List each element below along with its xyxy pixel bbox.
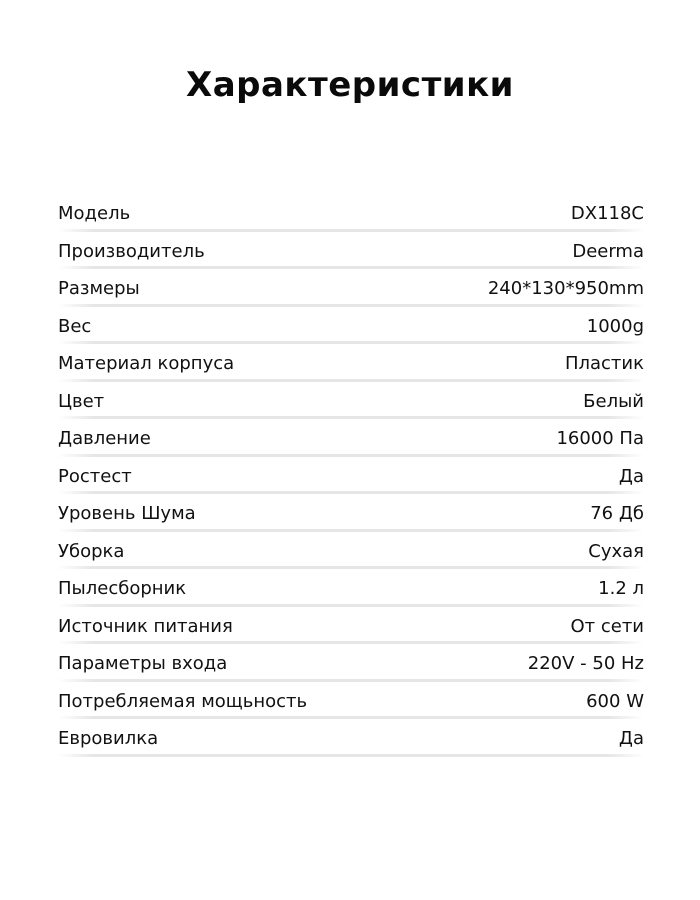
spec-label: Материал корпуса — [58, 353, 235, 375]
spec-value: Сухая — [588, 540, 644, 562]
spec-row-model — [58, 194, 644, 232]
spec-row-input-parameters — [58, 644, 644, 682]
spec-label: Производитель — [58, 240, 205, 262]
spec-row-power-source — [58, 607, 644, 645]
spec-row-body-material — [58, 344, 644, 382]
spec-value: Да — [618, 728, 644, 750]
spec-row-pressure — [58, 419, 644, 457]
spec-row-weight — [58, 307, 644, 345]
spec-row-dust-container — [58, 569, 644, 607]
page-title: Характеристики — [185, 64, 515, 105]
spec-label: Размеры — [58, 278, 140, 300]
spec-row-manufacturer — [58, 232, 644, 270]
spec-value: 600 W — [586, 690, 644, 712]
spec-value: Белый — [583, 390, 644, 412]
spec-row-color — [58, 382, 644, 420]
spec-label: Потребляемая мощьность — [58, 690, 308, 712]
spec-value: 240*130*950mm — [487, 278, 644, 300]
spec-row-dimensions — [58, 269, 644, 307]
spec-value: Пластик — [564, 353, 644, 375]
spec-value: 16000 Па — [556, 428, 644, 450]
spec-label: Пылесборник — [58, 578, 187, 600]
spec-row-euro-plug — [58, 719, 644, 757]
spec-row-noise-level — [58, 494, 644, 532]
spec-label: Уборка — [58, 540, 125, 562]
spec-label: Модель — [58, 203, 131, 225]
spec-label: Уровень Шума — [58, 503, 196, 525]
spec-value: От сети — [570, 615, 644, 637]
spec-label: Цвет — [58, 390, 105, 412]
spec-value: Deerma — [572, 240, 644, 262]
spec-label: Ростест — [58, 465, 132, 487]
spec-value: 220V - 50 Hz — [527, 653, 644, 675]
spec-row-power-consumption — [58, 682, 644, 720]
specs-table — [58, 194, 644, 757]
spec-label: Давление — [58, 428, 151, 450]
spec-label: Вес — [58, 315, 92, 337]
spec-value: 76 Дб — [590, 503, 644, 525]
spec-value: Да — [618, 465, 644, 487]
spec-label: Источник питания — [58, 615, 233, 637]
spec-label: Параметры входа — [58, 653, 228, 675]
spec-value: DX118C — [570, 203, 644, 225]
spec-value: 1.2 л — [598, 578, 644, 600]
spec-label: Евровилка — [58, 728, 159, 750]
spec-row-rostest — [58, 457, 644, 495]
spec-row-cleaning — [58, 532, 644, 570]
spec-value: 1000g — [586, 315, 644, 337]
